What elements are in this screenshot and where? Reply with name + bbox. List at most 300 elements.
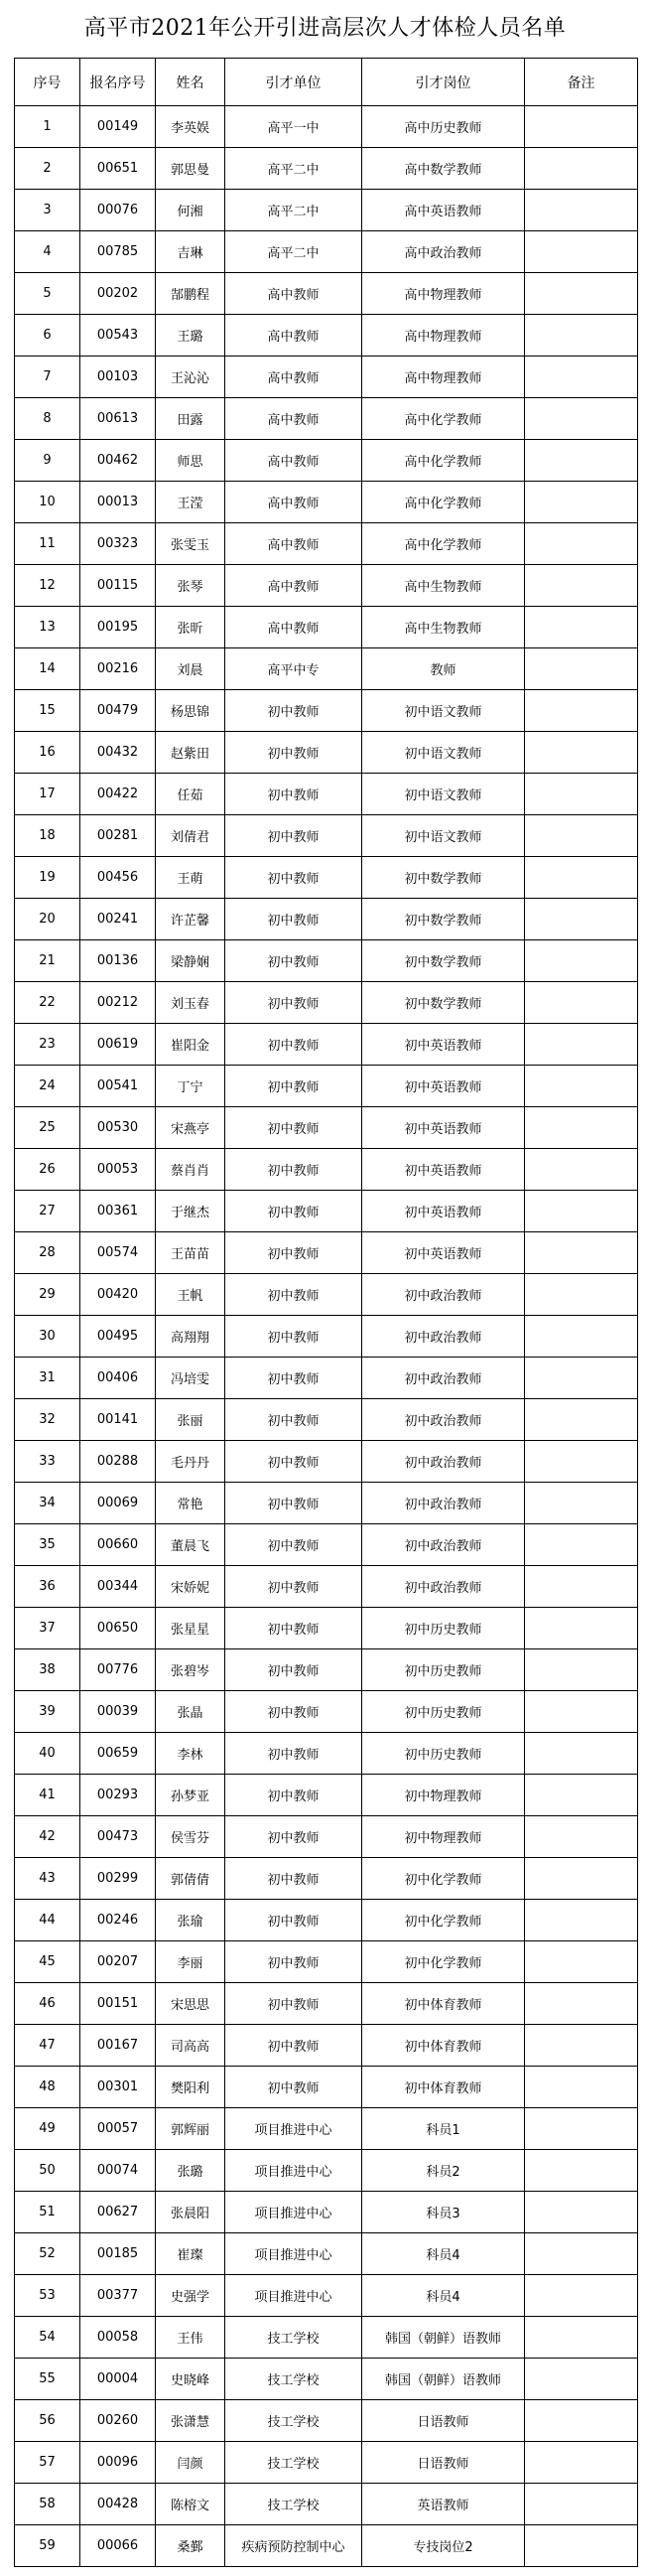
cell-name: 田露 <box>156 398 225 440</box>
cell-serial-number: 9 <box>15 440 80 482</box>
cell-remarks <box>525 648 638 690</box>
table-row <box>15 2442 638 2484</box>
header-row <box>15 59 638 106</box>
cell-hiring-unit: 初中教师 <box>225 1483 362 1524</box>
cell-position: 高中历史教师 <box>362 106 525 148</box>
table-row <box>15 2275 638 2317</box>
cell-serial-number: 37 <box>15 1608 80 1649</box>
cell-registration-number: 00377 <box>80 2275 156 2317</box>
cell-registration-number: 00659 <box>80 1733 156 1775</box>
cell-position: 科员1 <box>362 2108 525 2150</box>
cell-hiring-unit: 高中教师 <box>225 565 362 607</box>
cell-hiring-unit: 技工学校 <box>225 2442 362 2484</box>
cell-hiring-unit: 初中教师 <box>225 1566 362 1608</box>
cell-serial-number: 6 <box>15 315 80 357</box>
cell-hiring-unit: 高中教师 <box>225 357 362 398</box>
table-row <box>15 1024 638 1066</box>
table-row <box>15 2233 638 2275</box>
cell-hiring-unit: 高中教师 <box>225 523 362 565</box>
cell-serial-number: 32 <box>15 1399 80 1441</box>
cell-remarks <box>525 357 638 398</box>
cell-hiring-unit: 初中教师 <box>225 1441 362 1483</box>
cell-hiring-unit: 疾病预防控制中心 <box>225 2525 362 2567</box>
cell-serial-number: 33 <box>15 1441 80 1483</box>
cell-registration-number: 00013 <box>80 482 156 523</box>
cell-name: 师思 <box>156 440 225 482</box>
cell-remarks <box>525 440 638 482</box>
cell-serial-number: 59 <box>15 2525 80 2567</box>
table-row <box>15 273 638 315</box>
table-row <box>15 315 638 357</box>
table-row <box>15 1274 638 1316</box>
cell-serial-number: 23 <box>15 1024 80 1066</box>
table-row <box>15 1232 638 1274</box>
cell-remarks <box>525 190 638 231</box>
cell-name: 刘倩君 <box>156 815 225 857</box>
cell-name: 孙梦亚 <box>156 1775 225 1816</box>
cell-remarks <box>525 857 638 899</box>
table-row <box>15 1107 638 1149</box>
cell-serial-number: 58 <box>15 2484 80 2525</box>
cell-registration-number: 00136 <box>80 940 156 982</box>
cell-position: 高中生物教师 <box>362 607 525 648</box>
cell-hiring-unit: 技工学校 <box>225 2484 362 2525</box>
cell-name: 冯培雯 <box>156 1358 225 1399</box>
table-row <box>15 231 638 273</box>
cell-name: 史晓峰 <box>156 2359 225 2400</box>
cell-name: 郭辉丽 <box>156 2108 225 2150</box>
cell-name: 张丽 <box>156 1399 225 1441</box>
table-row <box>15 1733 638 1775</box>
table-row <box>15 1066 638 1107</box>
cell-hiring-unit: 初中教师 <box>225 1608 362 1649</box>
cell-remarks <box>525 2150 638 2192</box>
cell-position: 初中历史教师 <box>362 1608 525 1649</box>
cell-remarks <box>525 815 638 857</box>
cell-serial-number: 56 <box>15 2400 80 2442</box>
cell-remarks <box>525 273 638 315</box>
cell-position: 高中生物教师 <box>362 565 525 607</box>
cell-registration-number: 00785 <box>80 231 156 273</box>
cell-registration-number: 00344 <box>80 1566 156 1608</box>
cell-serial-number: 26 <box>15 1149 80 1191</box>
cell-serial-number: 52 <box>15 2233 80 2275</box>
cell-hiring-unit: 高平中专 <box>225 648 362 690</box>
cell-position: 初中政治教师 <box>362 1524 525 1566</box>
table-row <box>15 2359 638 2400</box>
cell-remarks <box>525 1691 638 1733</box>
cell-registration-number: 00246 <box>80 1900 156 1941</box>
cell-hiring-unit: 技工学校 <box>225 2400 362 2442</box>
table-row <box>15 940 638 982</box>
table-row <box>15 648 638 690</box>
cell-serial-number: 53 <box>15 2275 80 2317</box>
cell-serial-number: 2 <box>15 148 80 190</box>
cell-registration-number: 00141 <box>80 1399 156 1441</box>
cell-name: 梁静娴 <box>156 940 225 982</box>
cell-position: 韩国（朝鲜）语教师 <box>362 2317 525 2359</box>
cell-serial-number: 39 <box>15 1691 80 1733</box>
cell-registration-number: 00479 <box>80 690 156 732</box>
header-name: 姓名 <box>156 59 225 106</box>
cell-position: 科员2 <box>362 2150 525 2192</box>
cell-position: 教师 <box>362 648 525 690</box>
table-row <box>15 482 638 523</box>
cell-hiring-unit: 高中教师 <box>225 315 362 357</box>
cell-name: 张昕 <box>156 607 225 648</box>
cell-registration-number: 00167 <box>80 2025 156 2067</box>
cell-serial-number: 41 <box>15 1775 80 1816</box>
cell-hiring-unit: 初中教师 <box>225 1232 362 1274</box>
cell-registration-number: 00650 <box>80 1608 156 1649</box>
table-row <box>15 1900 638 1941</box>
cell-remarks <box>525 1066 638 1107</box>
table-row <box>15 1566 638 1608</box>
table-row <box>15 1775 638 1816</box>
cell-registration-number: 00299 <box>80 1858 156 1900</box>
cell-position: 日语教师 <box>362 2400 525 2442</box>
cell-remarks <box>525 1608 638 1649</box>
cell-serial-number: 47 <box>15 2025 80 2067</box>
cell-serial-number: 51 <box>15 2192 80 2233</box>
cell-position: 高中数学教师 <box>362 148 525 190</box>
cell-registration-number: 00530 <box>80 1107 156 1149</box>
cell-serial-number: 20 <box>15 899 80 940</box>
cell-remarks <box>525 1733 638 1775</box>
header-hiring-unit: 引才单位 <box>225 59 362 106</box>
cell-hiring-unit: 初中教师 <box>225 1775 362 1816</box>
cell-registration-number: 00202 <box>80 273 156 315</box>
cell-remarks <box>525 2108 638 2150</box>
table-row <box>15 2192 638 2233</box>
cell-name: 史强学 <box>156 2275 225 2317</box>
cell-remarks <box>525 2192 638 2233</box>
cell-name: 毛丹丹 <box>156 1441 225 1483</box>
cell-hiring-unit: 初中教师 <box>225 1858 362 1900</box>
cell-name: 王伟 <box>156 2317 225 2359</box>
cell-registration-number: 00115 <box>80 565 156 607</box>
cell-hiring-unit: 高中教师 <box>225 398 362 440</box>
cell-name: 王帆 <box>156 1274 225 1316</box>
cell-serial-number: 43 <box>15 1858 80 1900</box>
table-row <box>15 899 638 940</box>
cell-name: 丁宁 <box>156 1066 225 1107</box>
cell-registration-number: 00216 <box>80 648 156 690</box>
cell-registration-number: 00039 <box>80 1691 156 1733</box>
cell-remarks <box>525 982 638 1024</box>
table-row <box>15 815 638 857</box>
table-body <box>15 106 638 2567</box>
cell-remarks <box>525 940 638 982</box>
cell-serial-number: 19 <box>15 857 80 899</box>
page-title: 高平市2021年公开引进高层次人才体检人员名单 <box>83 16 567 41</box>
cell-registration-number: 00651 <box>80 148 156 190</box>
cell-serial-number: 27 <box>15 1191 80 1232</box>
table-row <box>15 607 638 648</box>
cell-hiring-unit: 高中教师 <box>225 273 362 315</box>
cell-serial-number: 36 <box>15 1566 80 1608</box>
cell-registration-number: 00541 <box>80 1066 156 1107</box>
cell-position: 初中化学教师 <box>362 1858 525 1900</box>
cell-registration-number: 00422 <box>80 774 156 815</box>
cell-remarks <box>525 899 638 940</box>
table-row <box>15 1983 638 2025</box>
cell-hiring-unit: 初中教师 <box>225 1274 362 1316</box>
cell-hiring-unit: 项目推进中心 <box>225 2150 362 2192</box>
cell-serial-number: 54 <box>15 2317 80 2359</box>
cell-position: 初中政治教师 <box>362 1316 525 1358</box>
cell-name: 闫颜 <box>156 2442 225 2484</box>
cell-registration-number: 00428 <box>80 2484 156 2525</box>
cell-serial-number: 49 <box>15 2108 80 2150</box>
cell-hiring-unit: 高中教师 <box>225 440 362 482</box>
cell-position: 初中英语教师 <box>362 1066 525 1107</box>
cell-name: 李英娱 <box>156 106 225 148</box>
cell-registration-number: 00066 <box>80 2525 156 2567</box>
cell-name: 任茹 <box>156 774 225 815</box>
cell-serial-number: 7 <box>15 357 80 398</box>
cell-hiring-unit: 初中教师 <box>225 774 362 815</box>
cell-name: 张碧岑 <box>156 1649 225 1691</box>
table-row <box>15 1316 638 1358</box>
cell-registration-number: 00074 <box>80 2150 156 2192</box>
cell-serial-number: 1 <box>15 106 80 148</box>
cell-remarks <box>525 1983 638 2025</box>
cell-position: 初中政治教师 <box>362 1358 525 1399</box>
cell-serial-number: 31 <box>15 1358 80 1399</box>
cell-remarks <box>525 1900 638 1941</box>
table-row <box>15 2525 638 2567</box>
cell-hiring-unit: 初中教师 <box>225 2025 362 2067</box>
cell-name: 王沁沁 <box>156 357 225 398</box>
cell-name: 张晶 <box>156 1691 225 1733</box>
cell-position: 初中政治教师 <box>362 1483 525 1524</box>
cell-hiring-unit: 初中教师 <box>225 2067 362 2108</box>
cell-position: 初中英语教师 <box>362 1232 525 1274</box>
cell-remarks <box>525 1858 638 1900</box>
cell-position: 初中体育教师 <box>362 1983 525 2025</box>
cell-serial-number: 24 <box>15 1066 80 1107</box>
cell-name: 何湘 <box>156 190 225 231</box>
table-row <box>15 1816 638 1858</box>
cell-serial-number: 4 <box>15 231 80 273</box>
cell-hiring-unit: 高平二中 <box>225 148 362 190</box>
cell-name: 吉琳 <box>156 231 225 273</box>
cell-name: 于继杰 <box>156 1191 225 1232</box>
cell-remarks <box>525 1107 638 1149</box>
cell-position: 高中物理教师 <box>362 357 525 398</box>
cell-position: 高中化学教师 <box>362 440 525 482</box>
cell-position: 高中物理教师 <box>362 273 525 315</box>
table-row <box>15 2150 638 2192</box>
cell-serial-number: 57 <box>15 2442 80 2484</box>
table-row <box>15 106 638 148</box>
cell-remarks <box>525 2067 638 2108</box>
cell-remarks <box>525 2442 638 2484</box>
cell-registration-number: 00323 <box>80 523 156 565</box>
cell-serial-number: 50 <box>15 2150 80 2192</box>
cell-serial-number: 18 <box>15 815 80 857</box>
cell-serial-number: 48 <box>15 2067 80 2108</box>
cell-name: 张潇慧 <box>156 2400 225 2442</box>
cell-registration-number: 00432 <box>80 732 156 774</box>
cell-hiring-unit: 初中教师 <box>225 1066 362 1107</box>
table-row <box>15 357 638 398</box>
cell-serial-number: 21 <box>15 940 80 982</box>
cell-position: 初中化学教师 <box>362 1900 525 1941</box>
cell-hiring-unit: 初中教师 <box>225 1983 362 2025</box>
cell-remarks <box>525 1816 638 1858</box>
table-row <box>15 2067 638 2108</box>
cell-name: 张琴 <box>156 565 225 607</box>
cell-position: 日语教师 <box>362 2442 525 2484</box>
cell-serial-number: 28 <box>15 1232 80 1274</box>
cell-position: 高中物理教师 <box>362 315 525 357</box>
cell-remarks <box>525 1232 638 1274</box>
table-row <box>15 2400 638 2442</box>
cell-hiring-unit: 高平二中 <box>225 231 362 273</box>
cell-registration-number: 00149 <box>80 106 156 148</box>
cell-name: 崔阳金 <box>156 1024 225 1066</box>
table-row <box>15 1358 638 1399</box>
table-row <box>15 1649 638 1691</box>
roster-table <box>14 58 638 2567</box>
cell-hiring-unit: 初中教师 <box>225 690 362 732</box>
cell-position: 初中历史教师 <box>362 1649 525 1691</box>
table-row <box>15 857 638 899</box>
cell-registration-number: 00207 <box>80 1941 156 1983</box>
cell-remarks <box>525 398 638 440</box>
cell-name: 李丽 <box>156 1941 225 1983</box>
cell-hiring-unit: 高中教师 <box>225 607 362 648</box>
cell-hiring-unit: 初中教师 <box>225 1358 362 1399</box>
table-row <box>15 1608 638 1649</box>
cell-hiring-unit: 项目推进中心 <box>225 2275 362 2317</box>
cell-position: 韩国（朝鲜）语教师 <box>362 2359 525 2400</box>
cell-position: 初中英语教师 <box>362 1107 525 1149</box>
cell-registration-number: 00301 <box>80 2067 156 2108</box>
cell-name: 杨思锦 <box>156 690 225 732</box>
cell-hiring-unit: 初中教师 <box>225 1816 362 1858</box>
cell-remarks <box>525 2525 638 2567</box>
cell-hiring-unit: 初中教师 <box>225 1649 362 1691</box>
table-row <box>15 690 638 732</box>
cell-registration-number: 00627 <box>80 2192 156 2233</box>
cell-position: 英语教师 <box>362 2484 525 2525</box>
cell-registration-number: 00462 <box>80 440 156 482</box>
cell-position: 初中语文教师 <box>362 732 525 774</box>
cell-remarks <box>525 1358 638 1399</box>
table-row <box>15 2025 638 2067</box>
cell-position: 初中政治教师 <box>362 1566 525 1608</box>
cell-serial-number: 25 <box>15 1107 80 1149</box>
cell-hiring-unit: 初中教师 <box>225 1399 362 1441</box>
cell-position: 初中历史教师 <box>362 1691 525 1733</box>
cell-remarks <box>525 690 638 732</box>
cell-name: 张星星 <box>156 1608 225 1649</box>
cell-registration-number: 00185 <box>80 2233 156 2275</box>
cell-serial-number: 5 <box>15 273 80 315</box>
cell-name: 郜鹏程 <box>156 273 225 315</box>
cell-registration-number: 00456 <box>80 857 156 899</box>
cell-remarks <box>525 2400 638 2442</box>
cell-registration-number: 00004 <box>80 2359 156 2400</box>
table-row <box>15 190 638 231</box>
cell-position: 科员4 <box>362 2275 525 2317</box>
cell-registration-number: 00212 <box>80 982 156 1024</box>
cell-name: 王滢 <box>156 482 225 523</box>
table-row <box>15 982 638 1024</box>
table-row <box>15 2484 638 2525</box>
cell-name: 高翔翔 <box>156 1316 225 1358</box>
cell-registration-number: 00495 <box>80 1316 156 1358</box>
cell-registration-number: 00473 <box>80 1816 156 1858</box>
cell-registration-number: 00288 <box>80 1441 156 1483</box>
cell-serial-number: 55 <box>15 2359 80 2400</box>
cell-serial-number: 14 <box>15 648 80 690</box>
cell-name: 崔璨 <box>156 2233 225 2275</box>
cell-registration-number: 00613 <box>80 398 156 440</box>
cell-name: 董晨飞 <box>156 1524 225 1566</box>
cell-remarks <box>525 1191 638 1232</box>
cell-position: 初中英语教师 <box>362 1149 525 1191</box>
header-registration-number: 报名序号 <box>80 59 156 106</box>
cell-name: 宋燕亭 <box>156 1107 225 1149</box>
cell-hiring-unit: 初中教师 <box>225 815 362 857</box>
cell-serial-number: 29 <box>15 1274 80 1316</box>
cell-position: 初中数学教师 <box>362 857 525 899</box>
cell-serial-number: 45 <box>15 1941 80 1983</box>
table-row <box>15 2108 638 2150</box>
table-row <box>15 148 638 190</box>
cell-hiring-unit: 初中教师 <box>225 1733 362 1775</box>
cell-name: 宋思思 <box>156 1983 225 2025</box>
cell-registration-number: 00420 <box>80 1274 156 1316</box>
cell-registration-number: 00293 <box>80 1775 156 1816</box>
table-row <box>15 440 638 482</box>
cell-name: 司高高 <box>156 2025 225 2067</box>
cell-hiring-unit: 初中教师 <box>225 732 362 774</box>
cell-serial-number: 17 <box>15 774 80 815</box>
cell-name: 李林 <box>156 1733 225 1775</box>
cell-position: 初中物理教师 <box>362 1775 525 1816</box>
cell-registration-number: 00260 <box>80 2400 156 2442</box>
table-row <box>15 1441 638 1483</box>
cell-name: 郭思曼 <box>156 148 225 190</box>
cell-hiring-unit: 初中教师 <box>225 982 362 1024</box>
cell-remarks <box>525 2025 638 2067</box>
cell-remarks <box>525 1024 638 1066</box>
cell-position: 初中语文教师 <box>362 774 525 815</box>
cell-registration-number: 00053 <box>80 1149 156 1191</box>
cell-serial-number: 8 <box>15 398 80 440</box>
cell-position: 初中英语教师 <box>362 1191 525 1232</box>
cell-hiring-unit: 初中教师 <box>225 940 362 982</box>
cell-position: 初中政治教师 <box>362 1274 525 1316</box>
cell-remarks <box>525 774 638 815</box>
cell-remarks <box>525 315 638 357</box>
cell-position: 初中数学教师 <box>362 899 525 940</box>
cell-serial-number: 30 <box>15 1316 80 1358</box>
cell-registration-number: 00281 <box>80 815 156 857</box>
cell-name: 桑鄞 <box>156 2525 225 2567</box>
cell-position: 初中语文教师 <box>362 815 525 857</box>
cell-registration-number: 00151 <box>80 1983 156 2025</box>
cell-hiring-unit: 初中教师 <box>225 899 362 940</box>
cell-remarks <box>525 1649 638 1691</box>
cell-position: 高中政治教师 <box>362 231 525 273</box>
cell-serial-number: 22 <box>15 982 80 1024</box>
